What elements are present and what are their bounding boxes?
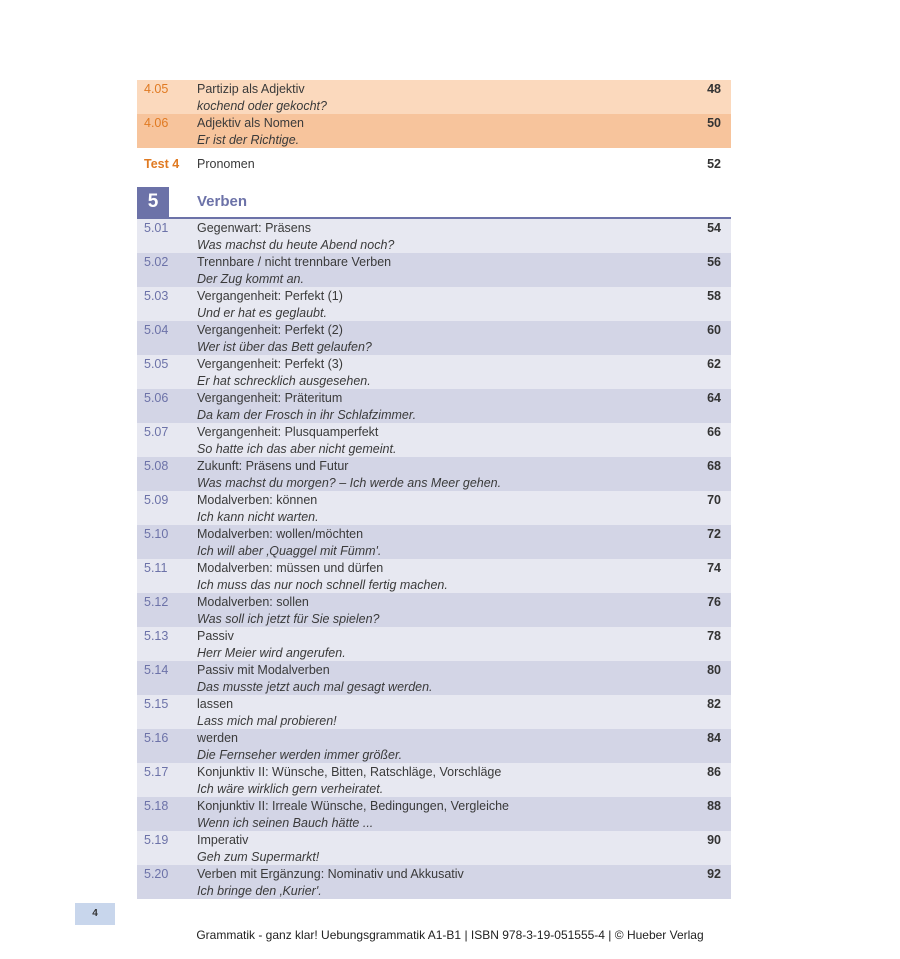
entry-page: 60 xyxy=(707,323,721,337)
entry-subtitle: Herr Meier wird angerufen. xyxy=(197,646,346,660)
entry-number: 5.13 xyxy=(144,629,169,643)
entry-number: 5.10 xyxy=(144,527,169,541)
entry-page: 70 xyxy=(707,493,721,507)
entry-number: 5.07 xyxy=(144,425,169,439)
entry-page: 88 xyxy=(707,799,721,813)
entry-title: Partizip als Adjektiv xyxy=(197,82,305,96)
toc-entry xyxy=(137,763,731,797)
toc-entry xyxy=(137,729,731,763)
toc-entry xyxy=(137,593,731,627)
chapter-title: Verben xyxy=(197,193,248,210)
entry-number: 5.14 xyxy=(144,663,169,677)
entry-title: Gegenwart: Präsens xyxy=(197,221,311,235)
entry-page: 66 xyxy=(707,425,721,439)
entry-page: 50 xyxy=(707,116,721,130)
entry-page: 74 xyxy=(707,561,721,575)
toc-entry xyxy=(137,423,731,457)
entry-page: 92 xyxy=(707,867,721,881)
entry-number: 5.20 xyxy=(144,867,169,881)
entry-number: 4.05 xyxy=(144,82,169,96)
entry-page: 82 xyxy=(707,697,721,711)
entry-title: Vergangenheit: Präteritum xyxy=(197,391,343,405)
entry-subtitle: Wer ist über das Bett gelaufen? xyxy=(197,340,372,354)
entry-subtitle: Ich kann nicht warten. xyxy=(197,510,319,524)
entry-subtitle: Der Zug kommt an. xyxy=(197,272,304,286)
toc-entry xyxy=(137,525,731,559)
entry-page: 58 xyxy=(707,289,721,303)
entry-number: 5.08 xyxy=(144,459,169,473)
entry-number: 5.04 xyxy=(144,323,169,337)
toc-entry xyxy=(137,253,731,287)
entry-number: 5.19 xyxy=(144,833,169,847)
entry-page: 84 xyxy=(707,731,721,745)
entry-subtitle: Das musste jetzt auch mal gesagt werden. xyxy=(197,680,433,694)
entry-title: Modalverben: wollen/möchten xyxy=(197,527,364,541)
toc-entry xyxy=(137,80,731,114)
entry-number: 5.17 xyxy=(144,765,169,779)
toc-entry xyxy=(137,831,731,865)
entry-number: 5.16 xyxy=(144,731,169,745)
entry-title: Vergangenheit: Plusquamperfekt xyxy=(197,425,379,439)
entry-title: Modalverben: können xyxy=(197,493,318,507)
entry-title: Vergangenheit: Perfekt (3) xyxy=(197,357,343,371)
entry-page: 54 xyxy=(707,221,721,235)
test-title: Pronomen xyxy=(197,157,255,171)
entry-page: 78 xyxy=(707,629,721,643)
entry-number: 5.06 xyxy=(144,391,169,405)
entry-number: 5.12 xyxy=(144,595,169,609)
entry-number: 5.11 xyxy=(144,561,168,575)
toc-entry xyxy=(137,389,731,423)
chapter-number-badge: 5 xyxy=(137,187,169,217)
entry-page: 68 xyxy=(707,459,721,473)
test-number: Test 4 xyxy=(144,157,180,171)
toc-entry xyxy=(137,559,731,593)
toc-entry xyxy=(137,355,731,389)
entry-subtitle: Er ist der Richtige. xyxy=(197,133,300,147)
entry-number: 4.06 xyxy=(144,116,169,130)
entry-subtitle: Was machst du heute Abend noch? xyxy=(197,238,395,252)
entry-number: 5.05 xyxy=(144,357,169,371)
entry-subtitle: Da kam der Frosch in ihr Schlafzimmer. xyxy=(197,408,417,422)
toc-entry xyxy=(137,695,731,729)
entry-title: Passiv xyxy=(197,629,234,643)
entry-title: Konjunktiv II: Irreale Wünsche, Bedingungen, Vergleiche xyxy=(197,799,509,813)
entry-title: Konjunktiv II: Wünsche, Bitten, Ratschläge, Vorschläge xyxy=(197,765,502,779)
entry-subtitle: Geh zum Supermarkt! xyxy=(197,850,320,864)
toc-entry xyxy=(137,321,731,355)
entry-page: 76 xyxy=(707,595,721,609)
toc-entry xyxy=(137,114,731,148)
chapter-entries xyxy=(137,219,731,899)
entry-subtitle: Ich bringe den ‚Kurier'. xyxy=(197,884,322,898)
toc-entry xyxy=(137,797,731,831)
top-entries xyxy=(137,80,731,148)
entry-page: 86 xyxy=(707,765,721,779)
entry-page: 80 xyxy=(707,663,721,677)
entry-title: Zukunft: Präsens und Futur xyxy=(197,459,349,473)
footer: Grammatik - ganz klar! Uebungsgrammatik A1-B1 | ISBN 978-3-19-051555-4 | © Hueber Verlag xyxy=(196,928,704,942)
entry-page: 90 xyxy=(707,833,721,847)
toc-entry xyxy=(137,491,731,525)
entry-title: Verben mit Ergänzung: Nominativ und Akkusativ xyxy=(197,867,464,881)
entry-subtitle: Ich will aber ‚Quaggel mit Fümm'. xyxy=(197,544,382,558)
entry-number: 5.15 xyxy=(144,697,169,711)
entry-subtitle: Wenn ich seinen Bauch hätte ... xyxy=(197,816,374,830)
table-of-contents xyxy=(137,80,731,899)
entry-subtitle: So hatte ich das aber nicht gemeint. xyxy=(197,442,397,456)
entry-subtitle: Was machst du morgen? – Ich werde ans Meer gehen. xyxy=(197,476,502,490)
entry-title: Modalverben: sollen xyxy=(197,595,309,609)
entry-title: Modalverben: müssen und dürfen xyxy=(197,561,384,575)
chapter-header xyxy=(137,187,731,219)
entry-title: Imperativ xyxy=(197,833,249,847)
toc-entry xyxy=(137,287,731,321)
entry-subtitle: Er hat schrecklich ausgesehen. xyxy=(197,374,371,388)
entry-title: lassen xyxy=(197,697,234,711)
test-page: 52 xyxy=(707,157,721,171)
entry-number: 5.09 xyxy=(144,493,169,507)
entry-title: werden xyxy=(197,731,238,745)
toc-entry xyxy=(137,457,731,491)
entry-subtitle: Was soll ich jetzt für Sie spielen? xyxy=(197,612,380,626)
entry-page: 64 xyxy=(707,391,721,405)
entry-subtitle: kochend oder gekocht? xyxy=(197,99,327,113)
entry-page: 56 xyxy=(707,255,721,269)
entry-number: 5.03 xyxy=(144,289,169,303)
entry-subtitle: Ich wäre wirklich gern verheiratet. xyxy=(197,782,384,796)
toc-entry xyxy=(137,627,731,661)
test-entry xyxy=(137,148,731,182)
entry-title: Adjektiv als Nomen xyxy=(197,116,304,130)
toc-entry xyxy=(137,219,731,253)
entry-page: 62 xyxy=(707,357,721,371)
entry-title: Vergangenheit: Perfekt (2) xyxy=(197,323,343,337)
toc-entry xyxy=(137,661,731,695)
entry-page: 72 xyxy=(707,527,721,541)
entry-title: Passiv mit Modalverben xyxy=(197,663,330,677)
entry-subtitle: Und er hat es geglaubt. xyxy=(197,306,327,320)
entry-number: 5.02 xyxy=(144,255,169,269)
entry-subtitle: Ich muss das nur noch schnell fertig machen. xyxy=(197,578,448,592)
entry-number: 5.01 xyxy=(144,221,169,235)
entry-subtitle: Lass mich mal probieren! xyxy=(197,714,337,728)
page-number: 4 xyxy=(75,903,115,925)
entry-page: 48 xyxy=(707,82,721,96)
entry-title: Vergangenheit: Perfekt (1) xyxy=(197,289,343,303)
entry-title: Trennbare / nicht trennbare Verben xyxy=(197,255,392,269)
toc-entry xyxy=(137,865,731,899)
entry-subtitle: Die Fernseher werden immer größer. xyxy=(197,748,403,762)
entry-number: 5.18 xyxy=(144,799,169,813)
